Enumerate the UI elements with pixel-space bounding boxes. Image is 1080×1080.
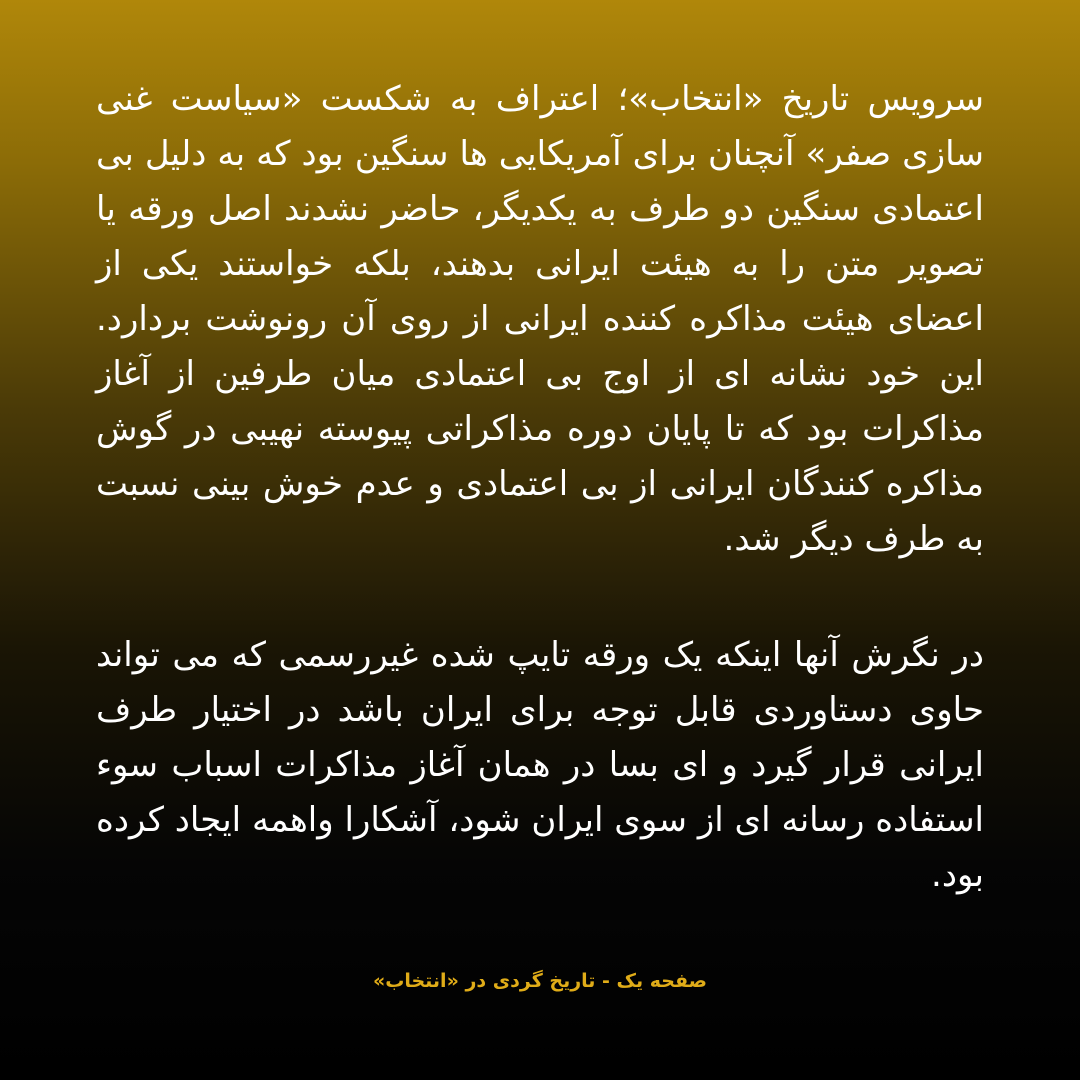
body-paragraph-2: در نگرش آنها اینکه یک ورقه تایپ شده غیررسمی که می تواند حاوی دستاوردی قابل توجه برای ایران باشد در اختیار طرف ایرانی قرار گیرد و ای بسا در همان آغاز مذاکرات اسباب سوء استفاده رسانه ای از سوی ایران شود، آشکارا واهمه ایجاد کرده بود. <box>96 635 984 895</box>
page-footer-caption: صفحه یک - تاریخ گردی در «انتخاب» <box>372 970 708 992</box>
body-paragraph-1: سرویس تاریخ «انتخاب»؛ اعتراف به شکست «سیاست غنی سازی صفر» آنچنان برای آمریکایی ها سنگین بود که به دلیل بی اعتمادی سنگین دو طرف به یکدیگر، حاضر نشدند اصل ورقه یا تصویر متن را به هیئت ایرانی بدهند، بلکه خواستند یکی از اعضای هیئت مذاکره کننده ایرانی از روی آن رونوشت بردارد. این خود نشانه ای از اوج بی اعتمادی میان طرفین از آغاز مذاکرات بود که تا پایان دوره مذاکراتی پیوسته نهیبی در گوش مذاکره کنندگان ایرانی از بی اعتمادی و عدم خوش بینی نسبت به طرف دیگر شد. <box>96 79 984 559</box>
